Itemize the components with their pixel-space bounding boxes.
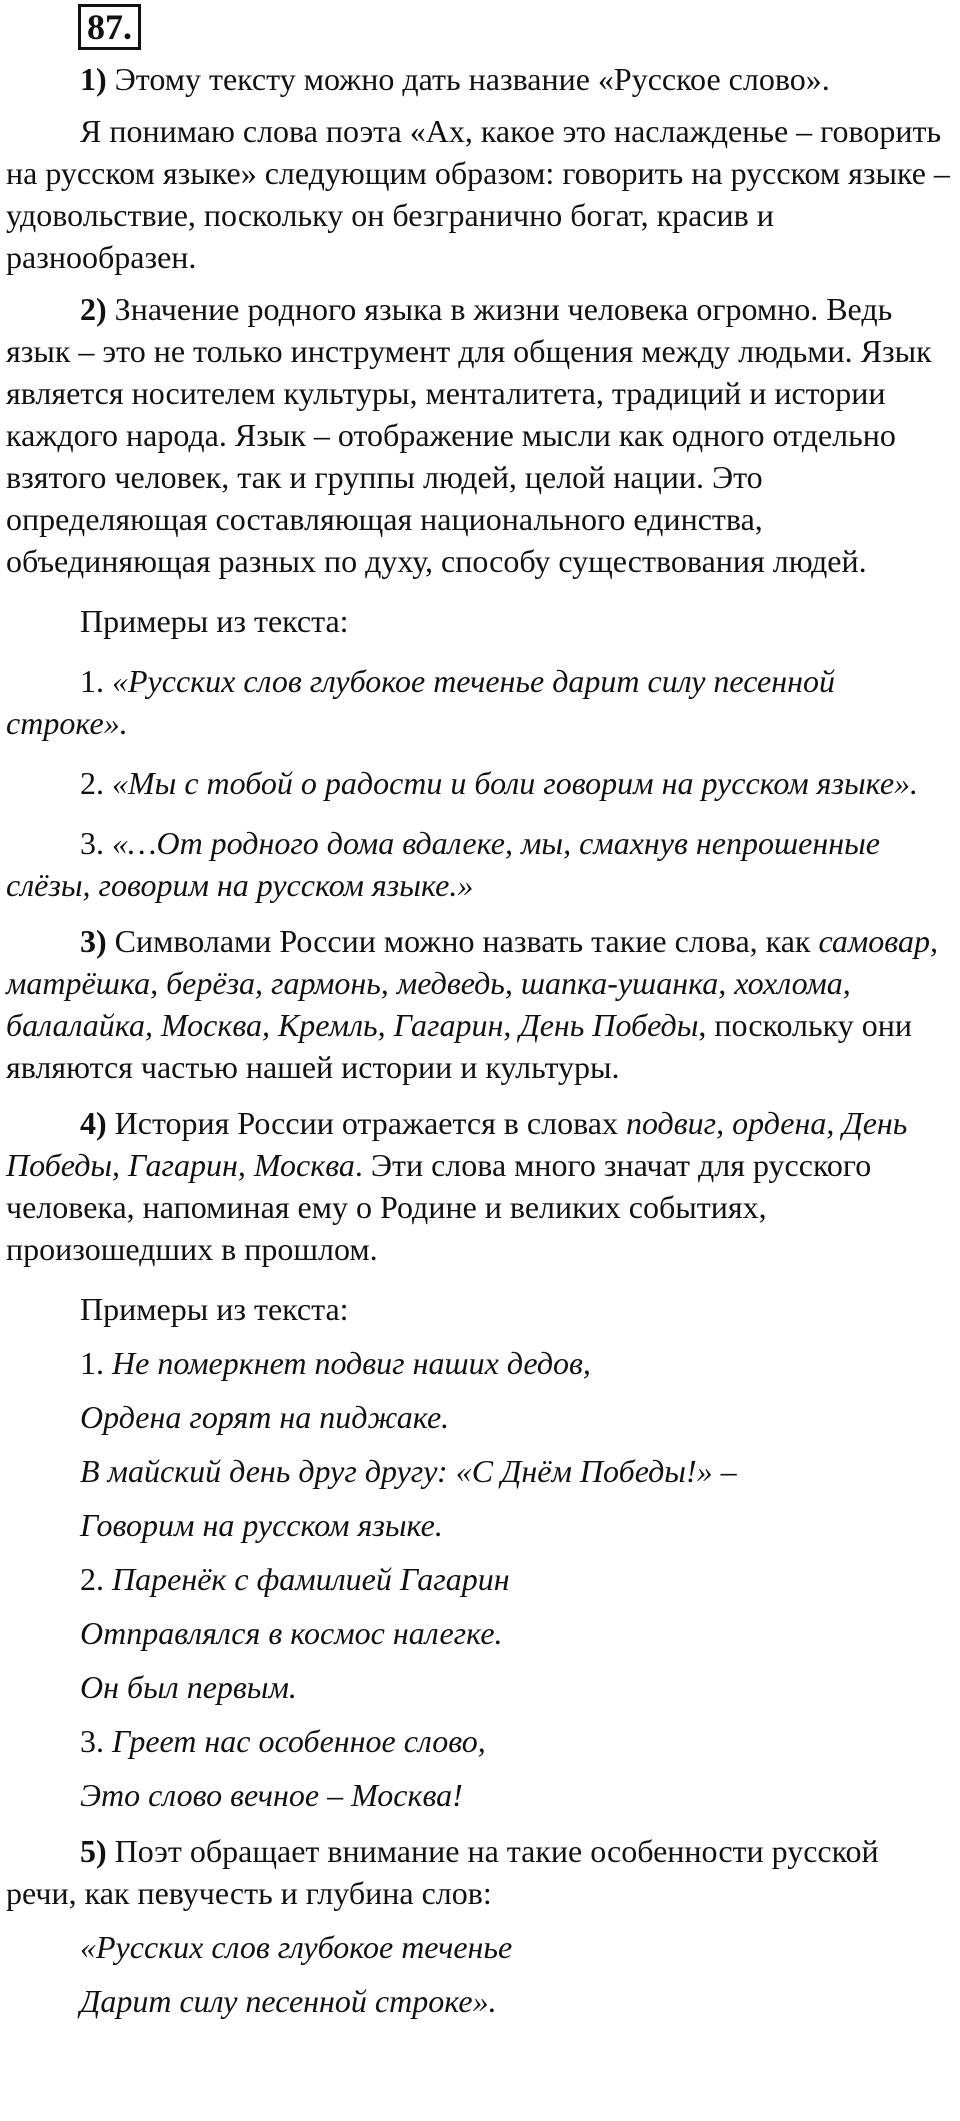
verse-2-line-1-text: Паренёк с фамилией Гагарин [112, 1561, 510, 1597]
verse-1-line-3: В майский день друг другу: «С Днём Победы!» – [80, 1453, 737, 1489]
task-number: 87. [78, 4, 141, 50]
section-3-paragraph [6, 920, 954, 1088]
section-5-quote-line-1: «Русских слов глубокое теченье [80, 1929, 513, 1965]
section-5-quote-line-2: Дарит силу песенной строке». [80, 1983, 497, 2019]
verse-2-line-1 [6, 1558, 954, 1600]
section-5-number: 5) [80, 1833, 107, 1869]
verse-2-line-2: Отправлялся в космос налегке. [80, 1615, 503, 1651]
example-3-number: 3. [80, 825, 112, 861]
section-2-example-1 [6, 660, 954, 744]
section-2-paragraph [6, 288, 954, 582]
section-4-examples-label: Примеры из текста: [80, 1291, 349, 1327]
example-2-quote: «Мы с тобой о радости и боли говорим на русском языке». [112, 765, 919, 801]
section-3-symbol-words: самовар, матрёшка, берёза, гармонь, медведь, шапка-ушанка, хохлома, балалайка, Москва, Кремль, Гагарин, День Победы [6, 923, 938, 1043]
verse-3-number: 3. [80, 1723, 112, 1759]
section-2-number: 2) [80, 291, 107, 327]
example-3-quote: «…От родного дома вдалеке, мы, смахнув непрошенные слёзы, говорим на русском языке.» [6, 825, 880, 903]
verse-3-line-1-text: Греет нас особенное слово, [112, 1723, 486, 1759]
section-4-text-1: История России отражается в словах [106, 1105, 626, 1141]
verse-1-line-1-text: Не померкнет подвиг наших дедов, [112, 1345, 591, 1381]
section-1-line [6, 58, 954, 100]
section-5-paragraph [6, 1830, 954, 1914]
section-5-text: Поэт обращает внимание на такие особенности русской речи, как певучесть и глубина слов: [6, 1833, 879, 1911]
verse-3-line-1 [6, 1720, 954, 1762]
verse-3-line-2: Это слово вечное – Москва! [80, 1777, 463, 1813]
section-3-text-2: , поскольку они являются частью нашей истории и культуры. [6, 1007, 912, 1085]
example-1-quote: «Русских слов глубокое теченье дарит силу песенной строке». [6, 663, 835, 741]
section-2-example-3 [6, 822, 954, 906]
section-4-text-2: . Эти слова много значат для русского человека, напоминая ему о Родине и великих событиях, произошедших в прошлом. [6, 1147, 872, 1267]
section-2-text: Значение родного языка в жизни человека огромно. Ведь язык – это не только инструмент для общения между людьми. Язык является носителем культуры, менталитета, традиций и истории каждого народа. Язык – отображение мысли как одного отдельно взятого человек, так и группы людей, целой нации. Это определяющая составляющая национального единства, объединяющая разных по духу, способу существования людей. [6, 291, 932, 579]
section-2-examples-label: Примеры из текста: [80, 603, 349, 639]
verse-2-number: 2. [80, 1561, 112, 1597]
example-2-number: 2. [80, 765, 112, 801]
verse-1-line-4: Говорим на русском языке. [80, 1507, 443, 1543]
section-3-text-1: Символами России можно назвать такие слова, как [106, 923, 819, 959]
section-4-history-words: подвиг, ордена, День Победы, Гагарин, Москва [6, 1105, 908, 1183]
section-1-number: 1) [80, 61, 107, 97]
section-4-paragraph [6, 1102, 954, 1270]
verse-1-line-1 [6, 1342, 954, 1384]
section-1-paragraph: Я понимаю слова поэта «Ах, какое это наслажденье – говорить на русском языке» следующим образом: говорить на русском языке – удовольствие, поскольку он безгранично богат, красив и разнообразен. [6, 113, 950, 275]
section-4-number: 4) [80, 1105, 107, 1141]
example-1-number: 1. [80, 663, 112, 699]
verse-1-line-2: Ордена горят на пиджаке. [80, 1399, 450, 1435]
section-3-number: 3) [80, 923, 107, 959]
verse-2-line-3: Он был первым. [80, 1669, 297, 1705]
section-1-title-text: Этому тексту можно дать название «Русское слово». [106, 61, 830, 97]
verse-1-number: 1. [80, 1345, 112, 1381]
section-2-example-2 [6, 762, 954, 804]
